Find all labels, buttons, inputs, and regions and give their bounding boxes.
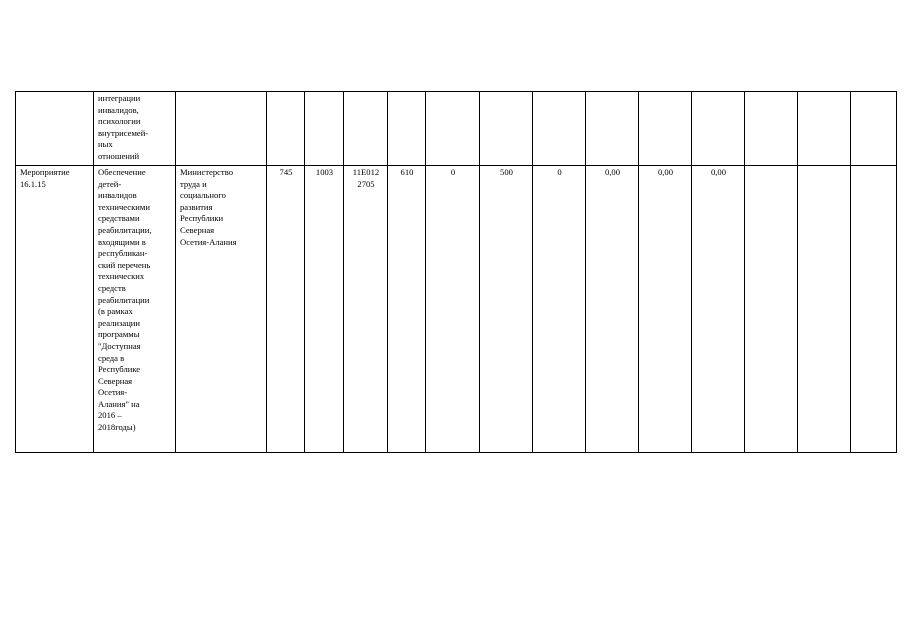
- value-cell: 0,00: [639, 166, 692, 453]
- event-description-cell: Обеспечение детей- инвалидов техническими средствами реабилитации, входящими в республикан- ский перечень технических средств реабилитации (в рамках реализации программы "Доступная среда в Республике Северная Осетия- Алания" на 2016 – 2018годы): [94, 166, 176, 453]
- event-name-cell: Мероприятие 16.1.15: [16, 166, 94, 453]
- table-row: [16, 166, 897, 453]
- value-cell: [745, 92, 798, 166]
- expense-type-cell: 610: [388, 166, 426, 453]
- value-cell: [851, 92, 897, 166]
- value-cell: [586, 92, 639, 166]
- budget-table: [15, 91, 897, 453]
- event-name-cell: [16, 92, 94, 166]
- value-cell: [798, 166, 851, 453]
- table-row: [16, 92, 897, 166]
- executor-cell: [176, 92, 267, 166]
- section-code-cell: [305, 92, 344, 166]
- value-cell: [745, 166, 798, 453]
- value-cell: [533, 92, 586, 166]
- target-article-cell: 11Е012 2705: [344, 166, 388, 453]
- value-cell: [798, 92, 851, 166]
- target-article-cell: [344, 92, 388, 166]
- value-cell: 0,00: [586, 166, 639, 453]
- value-cell: [851, 166, 897, 453]
- event-description-cell: интеграции инвалидов, психологии внутрисемей- ных отношений: [94, 92, 176, 166]
- value-cell: [692, 92, 745, 166]
- section-code-cell: 1003: [305, 166, 344, 453]
- value-cell: 500: [480, 166, 533, 453]
- value-cell: [480, 92, 533, 166]
- expense-type-cell: [388, 92, 426, 166]
- executor-cell: Министерство труда и социального развития Республики Северная Осетия-Алания: [176, 166, 267, 453]
- value-cell: 0,00: [692, 166, 745, 453]
- value-cell: 0: [533, 166, 586, 453]
- grbs-code-cell: [267, 92, 305, 166]
- grbs-code-cell: 745: [267, 166, 305, 453]
- value-cell: 0: [426, 166, 480, 453]
- value-cell: [639, 92, 692, 166]
- value-cell: [426, 92, 480, 166]
